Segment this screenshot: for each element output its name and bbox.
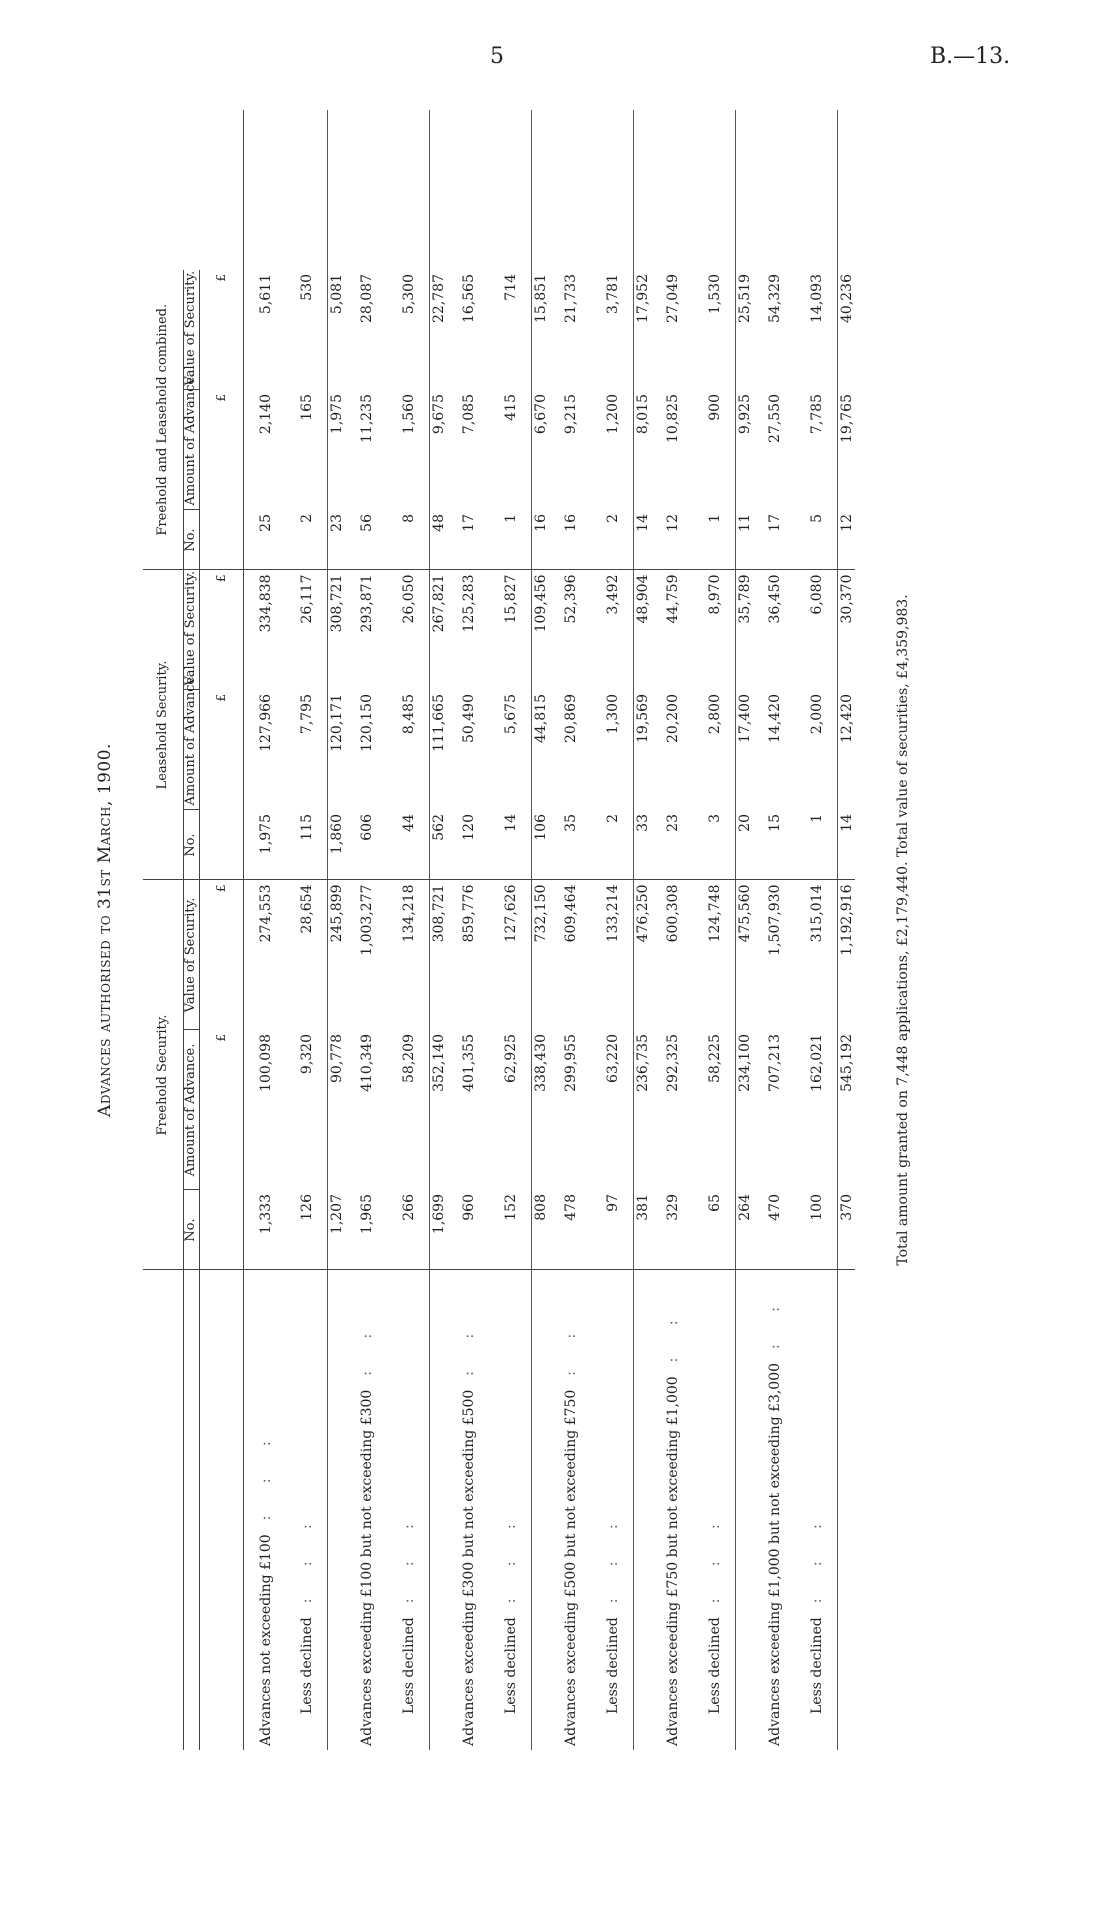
lh-no-cell: 20 bbox=[735, 810, 753, 880]
currency-unit: £ bbox=[199, 270, 243, 390]
cb-value-cell: 5,081 bbox=[327, 270, 345, 390]
cb-no-cell: 25 bbox=[243, 510, 287, 570]
fh-no-cell: 960 bbox=[447, 1190, 491, 1270]
cb-amount-cell: 1,975 bbox=[327, 390, 345, 510]
fh-no-cell: 381 bbox=[633, 1190, 651, 1270]
fh-amount-cell: 9,320 bbox=[299, 1034, 316, 1075]
lh-amount-cell: 120,150 bbox=[359, 694, 376, 752]
fh-no-cell: 152 bbox=[491, 1190, 531, 1270]
lh-amount-cell: 2,000 bbox=[809, 694, 826, 735]
fh-value-cell: 609,464 bbox=[563, 884, 580, 943]
table-row bbox=[753, 110, 797, 1750]
cb-amount-cell: 7,085 bbox=[461, 394, 478, 435]
cb-amount-cell: 900 bbox=[707, 394, 724, 421]
lh-value-cell: 125,283 bbox=[461, 574, 478, 633]
lh-no-cell: 15 bbox=[753, 810, 797, 880]
lh-no-cell: 606 bbox=[345, 810, 389, 880]
fh-no-cell: 1,333 bbox=[243, 1190, 287, 1270]
table-row bbox=[593, 110, 633, 1750]
table-row bbox=[447, 110, 491, 1750]
table-row bbox=[651, 110, 695, 1750]
fh-no-cell: 470 bbox=[753, 1190, 797, 1270]
lh-amount-cell: 2,800 bbox=[707, 694, 724, 735]
cb-no-cell: 17 bbox=[753, 510, 797, 570]
value-header: Value of Security. bbox=[184, 570, 200, 690]
row-label bbox=[389, 1270, 429, 1750]
no-header: No. bbox=[184, 510, 200, 570]
lh-value-cell: 36,450 bbox=[767, 574, 784, 624]
net-row bbox=[735, 110, 753, 1750]
fh-amount-cell: 292,325 bbox=[665, 1034, 682, 1092]
cb-no-cell: 2 bbox=[593, 510, 633, 570]
fh-value-cell: 859,776 bbox=[461, 884, 478, 943]
leader-dots: : : : bbox=[257, 1427, 274, 1521]
fh-no-cell: 264 bbox=[735, 1190, 753, 1270]
row-label bbox=[327, 1270, 345, 1750]
row-label-text: Advances exceeding £1,000 but not exceeding £3,000 bbox=[767, 1362, 784, 1746]
fh-no-cell: 478 bbox=[549, 1190, 593, 1270]
value-header: Value of Security. bbox=[184, 270, 200, 390]
lh-no-cell: 14 bbox=[837, 810, 855, 880]
cb-amount-cell: 9,215 bbox=[563, 394, 580, 435]
table-row bbox=[695, 110, 735, 1750]
label-header bbox=[143, 1270, 184, 1750]
lh-value-cell: 109,456 bbox=[531, 570, 549, 690]
lh-amount-cell: 5,675 bbox=[503, 694, 520, 735]
lh-no-cell: 1,860 bbox=[327, 810, 345, 880]
cb-no-cell: 16 bbox=[531, 510, 549, 570]
fh-no-cell: 1,207 bbox=[327, 1190, 345, 1270]
lh-no-cell: 2 bbox=[593, 810, 633, 880]
row-label-text: Advances exceeding £500 but not exceeding £750 bbox=[563, 1389, 580, 1746]
row-label-text: Advances exceeding £750 but not exceeding £1,000 bbox=[665, 1376, 682, 1746]
table-row bbox=[797, 110, 837, 1750]
fh-value-cell: 1,003,277 bbox=[359, 884, 376, 956]
cb-no-cell: 14 bbox=[633, 510, 651, 570]
fh-amount-cell: 63,220 bbox=[605, 1034, 622, 1083]
fh-value-cell: 475,560 bbox=[735, 880, 753, 1030]
fh-value-cell: 1,192,916 bbox=[837, 880, 855, 1030]
cb-value-cell: 5,300 bbox=[401, 273, 418, 315]
leader-dots: : : : bbox=[299, 1510, 316, 1604]
amount-header: Amount of Advance. bbox=[184, 690, 200, 810]
lh-amount-cell: 120,171 bbox=[327, 690, 345, 810]
cb-value-cell: 27,049 bbox=[665, 273, 682, 323]
leader-dots: : : : bbox=[707, 1510, 724, 1604]
currency-unit: £ bbox=[199, 1030, 243, 1190]
cb-no-cell: 23 bbox=[327, 510, 345, 570]
combined-header: Freehold and Leasehold combined. bbox=[143, 270, 184, 570]
row-label-text: Advances exceeding £300 but not exceeding £500 bbox=[461, 1389, 478, 1746]
leader-dots: : : : bbox=[809, 1510, 826, 1604]
lh-value-cell: 30,370 bbox=[837, 570, 855, 690]
cb-value-cell: 5,611 bbox=[257, 273, 274, 315]
leader-dots: : : bbox=[563, 1319, 580, 1376]
fh-no-cell: 266 bbox=[389, 1190, 429, 1270]
cb-no-cell: 1 bbox=[491, 510, 531, 570]
row-label bbox=[549, 1270, 593, 1750]
cb-value-cell: 714 bbox=[503, 273, 520, 301]
freehold-header: Freehold Security. bbox=[143, 880, 184, 1270]
lh-value-cell: 26,050 bbox=[401, 574, 418, 624]
lh-amount-cell: 14,420 bbox=[767, 694, 784, 743]
totals-line: Total amount granted on 7,448 applications, £2,179,440. Total value of securities, £4,359,983. bbox=[895, 594, 911, 1266]
lh-value-cell: 26,117 bbox=[299, 574, 316, 624]
cb-value-cell: 16,565 bbox=[461, 273, 478, 323]
table-row bbox=[389, 110, 429, 1750]
lh-value-cell: 6,080 bbox=[809, 574, 826, 615]
cb-value-cell: 22,787 bbox=[429, 270, 447, 390]
cb-amount-cell: 9,925 bbox=[735, 390, 753, 510]
lh-amount-cell: 20,200 bbox=[665, 694, 682, 743]
row-label bbox=[531, 1270, 549, 1750]
row-label bbox=[797, 1270, 837, 1750]
lh-no-cell: 120 bbox=[447, 810, 491, 880]
fh-amount-cell: 299,955 bbox=[563, 1034, 580, 1092]
lh-value-cell: 8,970 bbox=[707, 574, 724, 615]
cb-amount-cell: 165 bbox=[299, 394, 316, 421]
leader-dots: : : : bbox=[605, 1510, 622, 1604]
cb-value-cell: 530 bbox=[299, 273, 316, 301]
fh-no-cell: 97 bbox=[593, 1190, 633, 1270]
cb-value-cell: 14,093 bbox=[809, 273, 826, 323]
cb-no-cell: 11 bbox=[735, 510, 753, 570]
currency-unit: £ bbox=[199, 690, 243, 810]
cb-no-cell: 2 bbox=[287, 510, 327, 570]
cb-no-cell: 12 bbox=[837, 510, 855, 570]
fh-amount-cell: 401,355 bbox=[461, 1034, 478, 1092]
row-label-text: Advances not exceeding £100 bbox=[257, 1534, 274, 1746]
row-label bbox=[695, 1270, 735, 1750]
fh-amount-cell: 62,925 bbox=[503, 1034, 520, 1083]
currency-unit-row bbox=[199, 110, 243, 1750]
lh-no-cell: 115 bbox=[287, 810, 327, 880]
cb-amount-cell: 1,560 bbox=[401, 394, 418, 435]
currency-unit: £ bbox=[199, 390, 243, 510]
net-row bbox=[531, 110, 549, 1750]
currency-unit: £ bbox=[199, 880, 243, 1030]
cb-no-cell: 8 bbox=[389, 510, 429, 570]
lh-value-cell: 267,821 bbox=[429, 570, 447, 690]
row-label bbox=[491, 1270, 531, 1750]
cb-amount-cell: 1,200 bbox=[605, 394, 622, 435]
row-label-text: Less declined bbox=[605, 1617, 622, 1714]
no-header: No. bbox=[184, 1190, 200, 1270]
fh-amount-cell: 58,209 bbox=[401, 1034, 418, 1083]
currency-unit: £ bbox=[199, 570, 243, 690]
row-label bbox=[753, 1270, 797, 1750]
cb-no-cell: 17 bbox=[447, 510, 491, 570]
fh-value-cell: 315,014 bbox=[809, 884, 826, 943]
value-header: Value of Security. bbox=[184, 880, 200, 1030]
cb-amount-cell: 7,785 bbox=[809, 394, 826, 435]
fh-no-cell: 100 bbox=[797, 1190, 837, 1270]
fh-value-cell: 274,553 bbox=[257, 884, 274, 943]
fh-value-cell: 1,507,930 bbox=[767, 884, 784, 956]
cb-amount-cell: 10,825 bbox=[665, 394, 682, 443]
leader-dots: : : bbox=[767, 1293, 784, 1349]
lh-value-cell: 15,827 bbox=[503, 574, 520, 624]
cb-amount-cell: 11,235 bbox=[359, 394, 376, 443]
row-label bbox=[287, 1270, 327, 1750]
fh-amount-cell: 338,430 bbox=[531, 1030, 549, 1190]
table-row bbox=[243, 110, 287, 1750]
cb-no-cell: 12 bbox=[651, 510, 695, 570]
lh-amount-cell: 111,665 bbox=[429, 690, 447, 810]
no-header: No. bbox=[184, 810, 200, 880]
row-label bbox=[651, 1270, 695, 1750]
lh-amount-cell: 1,300 bbox=[605, 694, 622, 735]
leader-dots: : : bbox=[461, 1319, 478, 1376]
fh-no-cell: 808 bbox=[531, 1190, 549, 1270]
fh-value-cell: 134,218 bbox=[401, 884, 418, 943]
amount-header: Amount of Advance. bbox=[184, 390, 200, 510]
document-reference: B.—13. bbox=[930, 44, 1011, 69]
table-row bbox=[287, 110, 327, 1750]
cb-no-cell: 48 bbox=[429, 510, 447, 570]
row-label-text: Advances exceeding £100 but not exceeding £300 bbox=[359, 1389, 376, 1746]
fh-value-cell: 732,150 bbox=[531, 880, 549, 1030]
row-label bbox=[345, 1270, 389, 1750]
fh-amount-cell: 352,140 bbox=[429, 1030, 447, 1190]
lh-amount-cell: 20,869 bbox=[563, 694, 580, 743]
fh-value-cell: 127,626 bbox=[503, 884, 520, 943]
cb-value-cell: 1,530 bbox=[707, 273, 724, 315]
lh-amount-cell: 7,795 bbox=[299, 694, 316, 735]
lh-no-cell: 1 bbox=[797, 810, 837, 880]
net-row bbox=[429, 110, 447, 1750]
lh-amount-cell: 44,815 bbox=[531, 690, 549, 810]
cb-amount-cell: 415 bbox=[503, 394, 520, 421]
row-label-text: Less declined bbox=[299, 1617, 316, 1714]
advances-table bbox=[143, 110, 855, 1750]
cb-no-cell: 16 bbox=[549, 510, 593, 570]
row-label bbox=[837, 1270, 855, 1750]
lh-no-cell: 106 bbox=[531, 810, 549, 880]
lh-amount-cell: 17,400 bbox=[735, 690, 753, 810]
fh-no-cell: 329 bbox=[651, 1190, 695, 1270]
cb-no-cell: 1 bbox=[695, 510, 735, 570]
lh-no-cell: 44 bbox=[389, 810, 429, 880]
lh-amount-cell: 127,966 bbox=[257, 694, 274, 752]
fh-no-cell: 1,699 bbox=[429, 1190, 447, 1270]
cb-value-cell: 28,087 bbox=[359, 273, 376, 323]
fh-amount-cell: 58,225 bbox=[707, 1034, 724, 1083]
fh-amount-cell: 90,778 bbox=[327, 1030, 345, 1190]
cb-amount-cell: 9,675 bbox=[429, 390, 447, 510]
fh-value-cell: 600,308 bbox=[665, 884, 682, 943]
net-row bbox=[327, 110, 345, 1750]
row-label-text: Less declined bbox=[809, 1617, 826, 1714]
leader-dots: : : bbox=[359, 1319, 376, 1376]
row-label bbox=[447, 1270, 491, 1750]
lh-amount-cell: 8,485 bbox=[401, 694, 418, 735]
row-label bbox=[429, 1270, 447, 1750]
lh-amount-cell: 12,420 bbox=[837, 690, 855, 810]
lh-value-cell: 52,396 bbox=[563, 574, 580, 624]
row-label-text: Less declined bbox=[707, 1617, 724, 1714]
cb-value-cell: 17,952 bbox=[633, 270, 651, 390]
fh-no-cell: 126 bbox=[287, 1190, 327, 1270]
fh-value-cell: 245,899 bbox=[327, 880, 345, 1030]
lh-amount-cell: 50,490 bbox=[461, 694, 478, 743]
lh-no-cell: 35 bbox=[549, 810, 593, 880]
fh-amount-cell: 162,021 bbox=[809, 1034, 826, 1092]
cb-value-cell: 25,519 bbox=[735, 270, 753, 390]
cb-amount-cell: 2,140 bbox=[257, 394, 274, 435]
rotated-table-area bbox=[95, 110, 965, 1750]
lh-value-cell: 35,789 bbox=[735, 570, 753, 690]
cb-value-cell: 15,851 bbox=[531, 270, 549, 390]
fh-no-cell: 65 bbox=[695, 1190, 735, 1270]
net-row bbox=[633, 110, 651, 1750]
lh-no-cell: 14 bbox=[491, 810, 531, 880]
lh-value-cell: 308,721 bbox=[327, 570, 345, 690]
cb-amount-cell: 27,550 bbox=[767, 394, 784, 443]
table-row bbox=[345, 110, 389, 1750]
fh-amount-cell: 234,100 bbox=[735, 1030, 753, 1190]
fh-amount-cell: 100,098 bbox=[257, 1034, 274, 1092]
lh-no-cell: 562 bbox=[429, 810, 447, 880]
lh-value-cell: 48,904 bbox=[633, 570, 651, 690]
row-label bbox=[593, 1270, 633, 1750]
cb-value-cell: 40,236 bbox=[837, 270, 855, 390]
lh-value-cell: 3,492 bbox=[605, 574, 622, 615]
lh-no-cell: 1,975 bbox=[243, 810, 287, 880]
fh-value-cell: 28,654 bbox=[299, 884, 316, 934]
lh-value-cell: 334,838 bbox=[257, 574, 274, 633]
lh-value-cell: 44,759 bbox=[665, 574, 682, 624]
fh-value-cell: 124,748 bbox=[707, 884, 724, 943]
net-row bbox=[837, 110, 855, 1750]
fh-no-cell: 370 bbox=[837, 1190, 855, 1270]
leader-dots: : : : bbox=[401, 1510, 418, 1604]
cb-value-cell: 21,733 bbox=[563, 273, 580, 323]
cb-value-cell: 54,329 bbox=[767, 273, 784, 323]
leader-dots: : : bbox=[665, 1306, 682, 1363]
cb-value-cell: 3,781 bbox=[605, 273, 622, 315]
fh-amount-cell: 707,213 bbox=[767, 1034, 784, 1092]
row-label-text: Less declined bbox=[401, 1617, 418, 1714]
table-row bbox=[549, 110, 593, 1750]
cb-amount-cell: 6,670 bbox=[531, 390, 549, 510]
fh-value-cell: 308,721 bbox=[429, 880, 447, 1030]
fh-amount-cell: 410,349 bbox=[359, 1034, 376, 1092]
row-label bbox=[243, 1270, 287, 1750]
leader-dots: : : : bbox=[503, 1510, 520, 1604]
lh-value-cell: 293,871 bbox=[359, 574, 376, 633]
fh-amount-cell: 236,735 bbox=[633, 1030, 651, 1190]
leasehold-header: Leasehold Security. bbox=[143, 570, 184, 880]
lh-no-cell: 3 bbox=[695, 810, 735, 880]
fh-value-cell: 476,250 bbox=[633, 880, 651, 1030]
row-label bbox=[735, 1270, 753, 1750]
cb-amount-cell: 8,015 bbox=[633, 390, 651, 510]
cb-no-cell: 5 bbox=[797, 510, 837, 570]
row-label bbox=[633, 1270, 651, 1750]
lh-no-cell: 23 bbox=[651, 810, 695, 880]
cb-amount-cell: 19,765 bbox=[837, 390, 855, 510]
fh-no-cell: 1,965 bbox=[345, 1190, 389, 1270]
cb-no-cell: 56 bbox=[345, 510, 389, 570]
fh-amount-cell: 545,192 bbox=[837, 1030, 855, 1190]
lh-no-cell: 33 bbox=[633, 810, 651, 880]
table-row bbox=[491, 110, 531, 1750]
table-title: Advances authorised to 31st March, 1900. bbox=[95, 743, 115, 1117]
page-number: 5 bbox=[490, 44, 504, 69]
row-label-text: Less declined bbox=[503, 1617, 520, 1714]
amount-header: Amount of Advance. bbox=[184, 1030, 200, 1190]
fh-value-cell: 133,214 bbox=[605, 884, 622, 943]
lh-amount-cell: 19,569 bbox=[633, 690, 651, 810]
